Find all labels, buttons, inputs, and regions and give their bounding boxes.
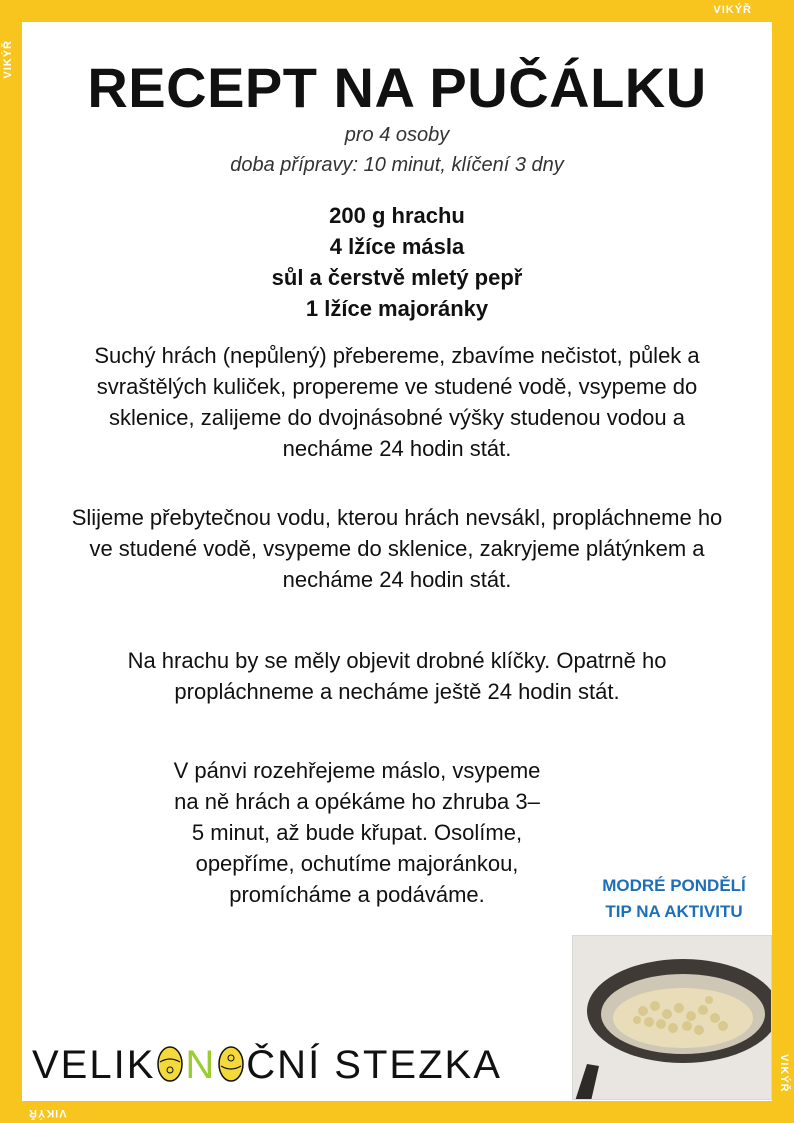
recipe-title: RECEPT NA PUČÁLKU bbox=[87, 56, 707, 119]
servings: pro 4 osoby bbox=[344, 124, 450, 146]
watermark-bottom-right: VIKÝŘ bbox=[778, 1054, 790, 1093]
easter-egg-icon bbox=[216, 1044, 246, 1094]
ingredient-item: sůl a čerstvě mletý pepř bbox=[271, 265, 523, 290]
footer-logo bbox=[32, 1043, 502, 1094]
pea-pan-photo bbox=[572, 935, 772, 1100]
watermark-top-left: VIKÝŘ bbox=[2, 40, 14, 79]
footer-text-part-2: N bbox=[185, 1043, 217, 1087]
ingredient-list bbox=[0, 200, 794, 324]
tip-line-2: TIP NA AKTIVITU bbox=[605, 902, 743, 921]
watermark-top-right: VIKÝŘ bbox=[713, 4, 752, 16]
ingredient-item: 1 lžíce majoránky bbox=[305, 296, 489, 321]
easter-egg-icon bbox=[155, 1044, 185, 1094]
footer-text-part-3: ČNÍ STEZKA bbox=[246, 1043, 502, 1087]
instruction-paragraph-2: Slijeme přebytečnou vodu, kterou hrách nevsákl, propláchneme ho ve studené vodě, vsypeme do sklenice, zakryjeme plátýnkem a necháme 24 hodin stát. bbox=[71, 505, 723, 592]
tip-heading bbox=[576, 873, 772, 925]
tip-line-1: MODRÉ PONDĚLÍ bbox=[602, 876, 746, 895]
ingredient-item: 4 lžíce másla bbox=[329, 234, 465, 259]
instruction-paragraph-4: V pánvi rozehřejeme máslo, vsypeme na ně hrách a opékáme ho zhruba 3–5 minut, až bude křupat. Osolíme, opepříme, ochutíme majoránkou, promícháme a podáváme. bbox=[173, 758, 541, 907]
ingredient-item: 200 g hrachu bbox=[329, 203, 465, 228]
watermark-bottom-left: VIKÝŘ bbox=[28, 1107, 67, 1119]
footer-text-part-1: VELIK bbox=[32, 1043, 156, 1087]
prep-time: doba přípravy: 10 minut, klíčení 3 dny bbox=[230, 154, 564, 176]
instruction-paragraph-1: Suchý hrách (nepůlený) přebereme, zbavíme nečistot, půlek a svraštělých kuliček, propereme ve studené vodě, vsypeme do sklenice, zalijeme do dvojnásobné výšky studenou vodou a necháme 24 hodin stát. bbox=[94, 343, 700, 461]
instruction-paragraph-3: Na hrachu by se měly objevit drobné klíčky. Opatrně ho propláchneme a necháme ještě 24 hodin stát. bbox=[127, 648, 667, 704]
